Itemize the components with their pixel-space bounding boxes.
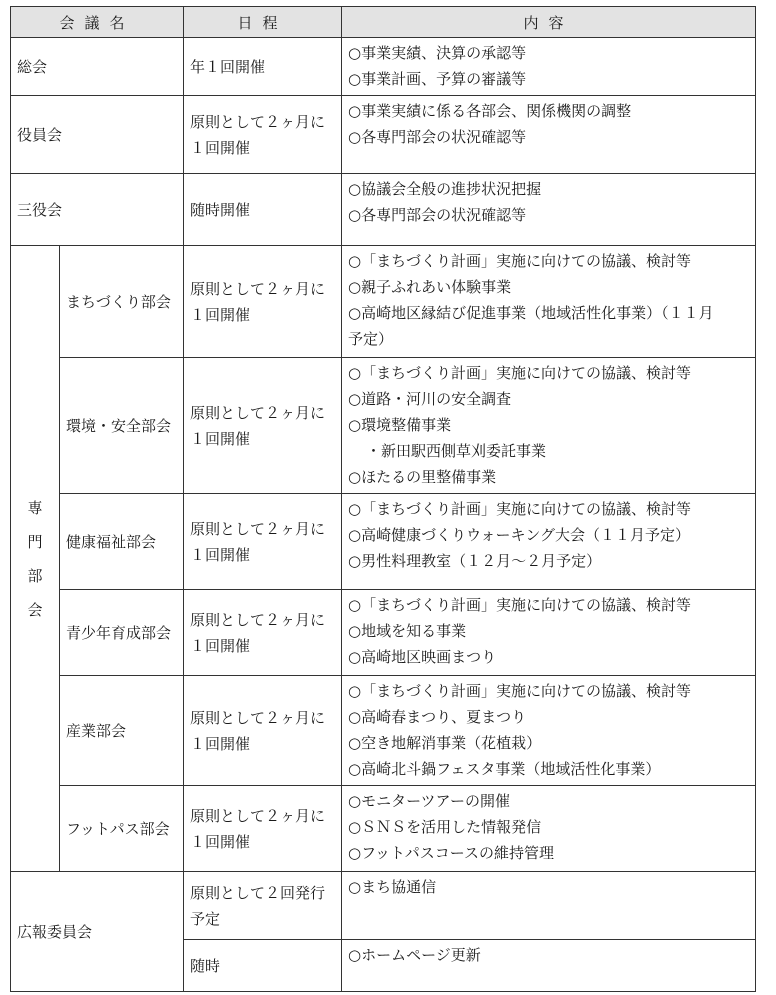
table-row-so-kai (11, 38, 756, 96)
schedule-cell: 随時 (184, 940, 342, 992)
content-item: ○男性料理教室（１２月～２月予定） (348, 552, 602, 570)
schedule-cell: 原則として２ヶ月に１回開催 (184, 590, 342, 676)
content-cell (342, 174, 756, 246)
content-item: ○事業実績、決算の承認等 (348, 44, 527, 62)
header-name: 会議名 (11, 7, 184, 38)
content-item: ○高崎北斗鍋フェスタ事業（地域活性化事業） (348, 760, 661, 778)
schedule-cell: 年１回開催 (184, 38, 342, 96)
content-cell (342, 872, 756, 940)
name-cell: 青少年育成部会 (60, 590, 184, 676)
content-item: ○モニターツアーの開催 (348, 792, 511, 810)
table-row-seishonen (11, 590, 756, 676)
content-item: ○各専門部会の状況確認等 (348, 206, 527, 224)
name-cell: 産業部会 (60, 676, 184, 786)
table-row-footpath (11, 786, 756, 872)
name-cell: 三役会 (11, 174, 184, 246)
content-item: ○高崎春まつり、夏まつり (348, 708, 527, 726)
content-cell (342, 358, 756, 494)
content-item: ○各専門部会の状況確認等 (348, 128, 527, 146)
content-item: ○道路・河川の安全調査 (348, 390, 512, 408)
meeting-table (10, 6, 756, 992)
content-item: 予定） (348, 330, 394, 348)
senmon-bukai-cell (11, 246, 60, 872)
content-item: ○ホームページ更新 (348, 946, 481, 964)
table-row-sangyo (11, 676, 756, 786)
content-item: ○「まちづくり計画」実施に向けての協議、検討等 (348, 500, 691, 518)
content-item: ○「まちづくり計画」実施に向けての協議、検討等 (348, 682, 691, 700)
name-cell: まちづくり部会 (60, 246, 184, 358)
table-row-machizukuri (11, 246, 756, 358)
schedule-cell: 原則として２ヶ月に１回開催 (184, 246, 342, 358)
header-row (11, 7, 756, 38)
content-item: ○フットパスコースの維持管理 (348, 844, 555, 862)
content-cell (342, 38, 756, 96)
content-item: ○事業実績に係る各部会、関係機関の調整 (348, 102, 632, 120)
name-cell: 役員会 (11, 96, 184, 174)
content-item: ○「まちづくり計画」実施に向けての協議、検討等 (348, 364, 691, 382)
content-item: ○環境整備事業 (348, 416, 452, 434)
schedule-cell: 原則として２ヶ月に１回開催 (184, 494, 342, 590)
senmon-bukai-label: 専門部会 (27, 498, 43, 619)
content-cell (342, 246, 756, 358)
content-item: ○「まちづくり計画」実施に向けての協議、検討等 (348, 252, 691, 270)
schedule-cell: 原則として２ヶ月に１回開催 (184, 96, 342, 174)
content-item: ○空き地解消事業（花植栽） (348, 734, 542, 752)
schedule-cell: 随時開催 (184, 174, 342, 246)
content-item: ○地域を知る事業 (348, 622, 467, 640)
name-cell: フットパス部会 (60, 786, 184, 872)
content-item: ○親子ふれあい体験事業 (348, 278, 512, 296)
content-item: ○高崎地区縁結び促進事業（地域活性化事業）（１１月 (348, 304, 714, 322)
content-cell (342, 96, 756, 174)
table-row-kenko (11, 494, 756, 590)
content-cell (342, 494, 756, 590)
header-schedule: 日程 (184, 7, 342, 38)
table-row-yakuin-kai (11, 96, 756, 174)
schedule-cell: 原則として２ヶ月に１回開催 (184, 358, 342, 494)
content-item: ○事業計画、予算の審議等 (348, 70, 527, 88)
content-item: ・新田駅西側草刈委託事業 (366, 442, 547, 460)
table-row-koho-1 (11, 872, 756, 940)
content-item: ○高崎地区映画まつり (348, 648, 497, 666)
content-item: ○協議会全般の進捗状況把握 (348, 180, 542, 198)
schedule-cell: 原則として２ヶ月に１回開催 (184, 676, 342, 786)
schedule-cell: 原則として２ヶ月に１回開催 (184, 786, 342, 872)
content-item: ○まち協通信 (348, 878, 437, 896)
content-cell (342, 786, 756, 872)
name-cell: 総会 (11, 38, 184, 96)
header-content: 内容 (342, 7, 756, 38)
content-cell (342, 940, 756, 992)
name-cell: 環境・安全部会 (60, 358, 184, 494)
content-item: ○ＳＮＳを活用した情報発信 (348, 818, 542, 836)
name-cell: 広報委員会 (11, 872, 184, 992)
content-item: ○高崎健康づくりウォーキング大会（１１月予定） (348, 526, 691, 544)
content-cell (342, 590, 756, 676)
table-row-kankyo (11, 358, 756, 494)
schedule-cell: 原則として２回発行予定 (184, 872, 342, 940)
content-item: ○「まちづくり計画」実施に向けての協議、検討等 (348, 596, 691, 614)
content-cell (342, 676, 756, 786)
name-cell: 健康福祉部会 (60, 494, 184, 590)
content-item: ○ほたるの里整備事業 (348, 468, 497, 486)
table-row-sanyaku-kai (11, 174, 756, 246)
